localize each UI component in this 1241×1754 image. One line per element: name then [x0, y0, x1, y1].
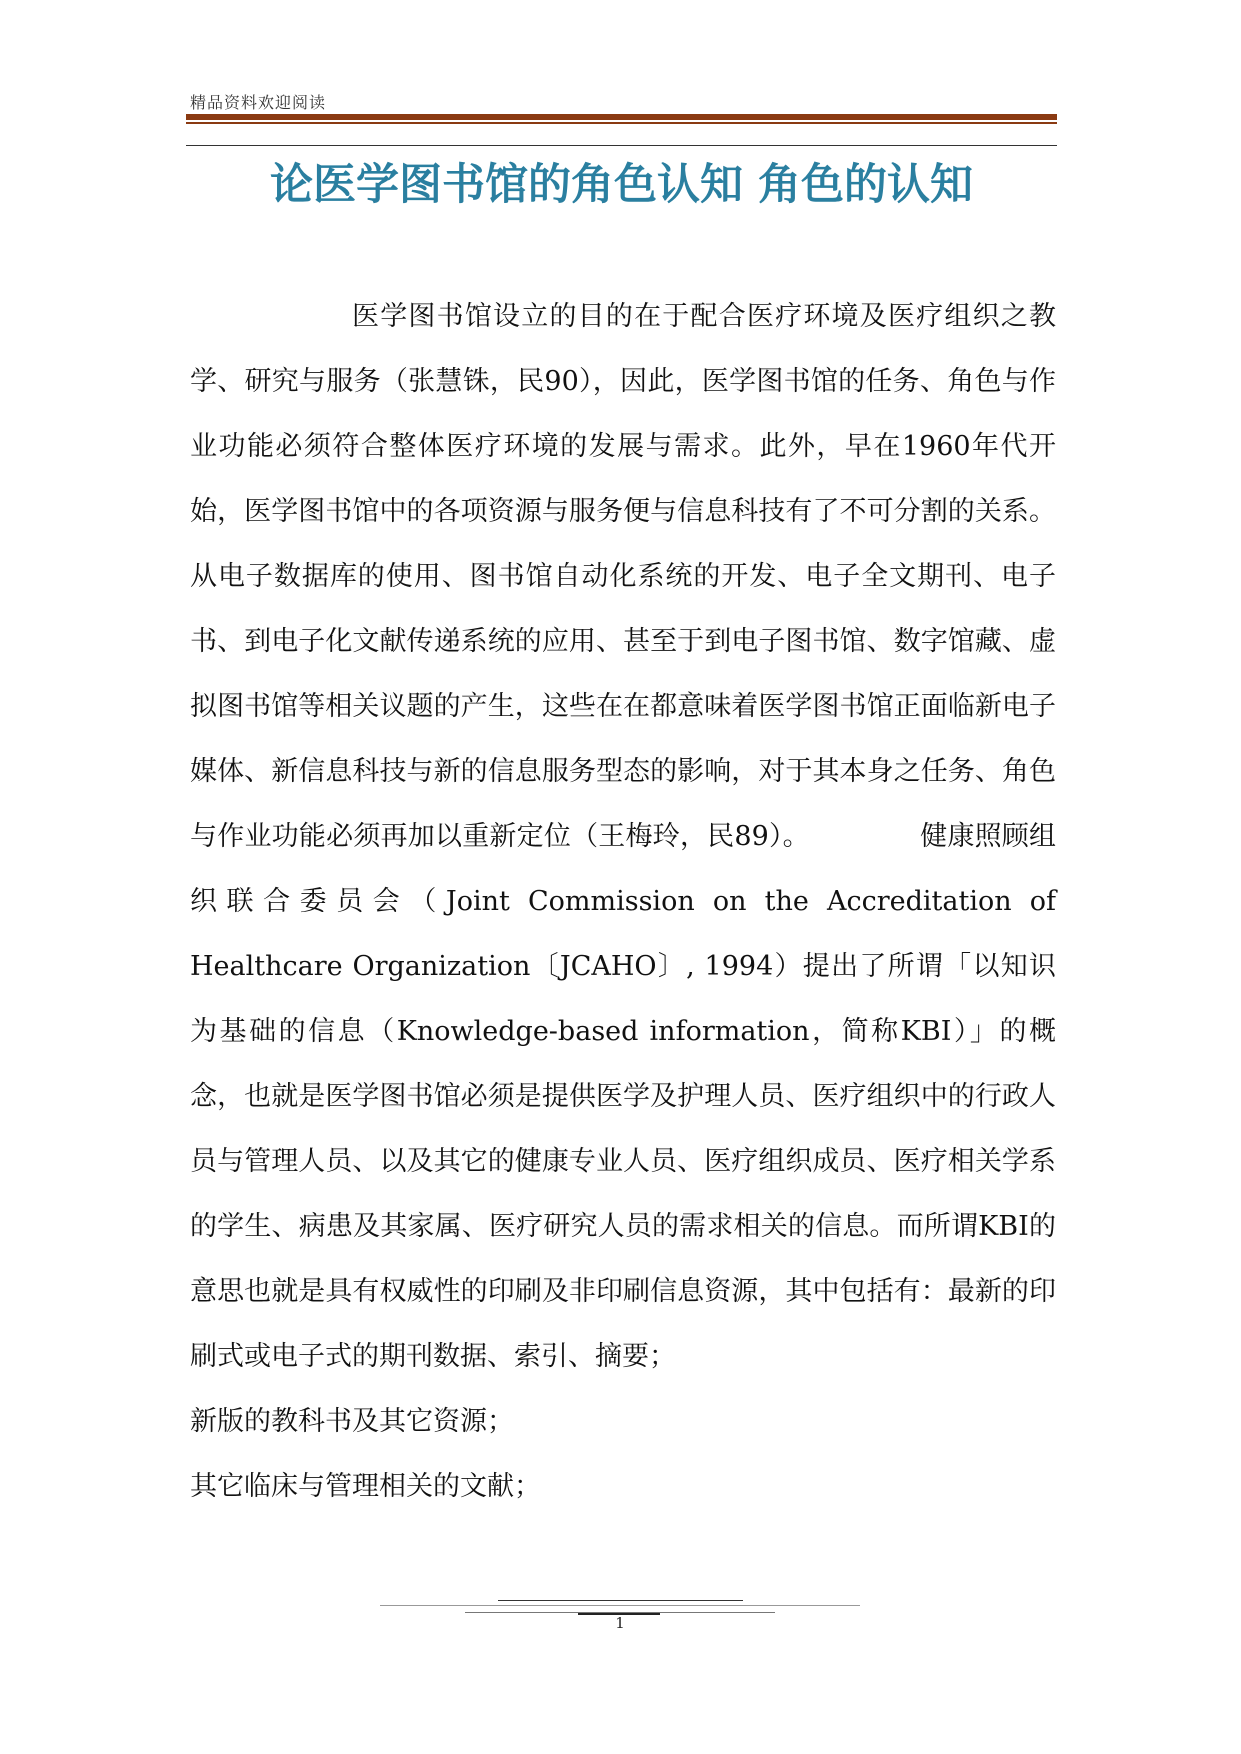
footer-rule — [380, 1605, 860, 1606]
paragraph-2-text: 健康照顾组织联合委员会（Joint Commission on the Accreditation of Healthcare Organization〔JCAHO〕, 1994）提出了所谓「以知识为基础的信息（Knowledge-based information，简称KBI）」的概念，也就是医学图书馆必须是提供医学及护理人员、医疗组织中的行政人员与管理人员、以及其它的健康专业人员、医疗组织成员、医疗相关学系的学生、病患及其家属、医疗研究人员的需求相关的信息。而所谓KBI的意思也就是具有权威性的印刷及非印刷信息资源，其中包括有：最新的印刷式或电子式的期刊数据、索引、摘要； — [190, 821, 1057, 1372]
list-line-2: 其它临床与管理相关的文献； — [190, 1471, 541, 1502]
header-rule-thin — [186, 122, 1057, 124]
header-rule-bottom — [186, 145, 1057, 146]
footer-rule — [498, 1600, 743, 1601]
document-title: 论医学图书馆的角色认知 角色的认知 — [270, 160, 973, 210]
header-rule — [186, 114, 1057, 120]
body-paragraph — [190, 284, 1056, 1389]
page-number: 1 — [615, 1614, 625, 1632]
document-body — [190, 284, 1056, 1519]
list-line-1: 新版的教科书及其它资源； — [190, 1406, 514, 1437]
page-header-text: 精品资料欢迎阅读 — [190, 93, 327, 112]
paragraph-1-text: 医学图书馆设立的目的在于配合医疗环境及医疗组织之教学、研究与服务（张慧铢，民90），因此，医学图书馆的任务、角色与作业功能必须符合整体医疗环境的发展与需求。此外，早在1960年代开始，医学图书馆中的各项资源与服务便与信息科技有了不可分割的关系。从电子数据库的使用、图书馆自动化系统的开发、电子全文期刊、电子书、到电子化文献传递系统的应用、甚至于到电子图书馆、数字馆藏、虚拟图书馆等相关议题的产生，这些在在都意味着医学图书馆正面临新电子媒体、新信息科技与新的信息服务型态的影响，对于其本身之任务、角色与作业功能必须再加以重新定位（王梅玲，民89）。 — [190, 301, 1056, 852]
